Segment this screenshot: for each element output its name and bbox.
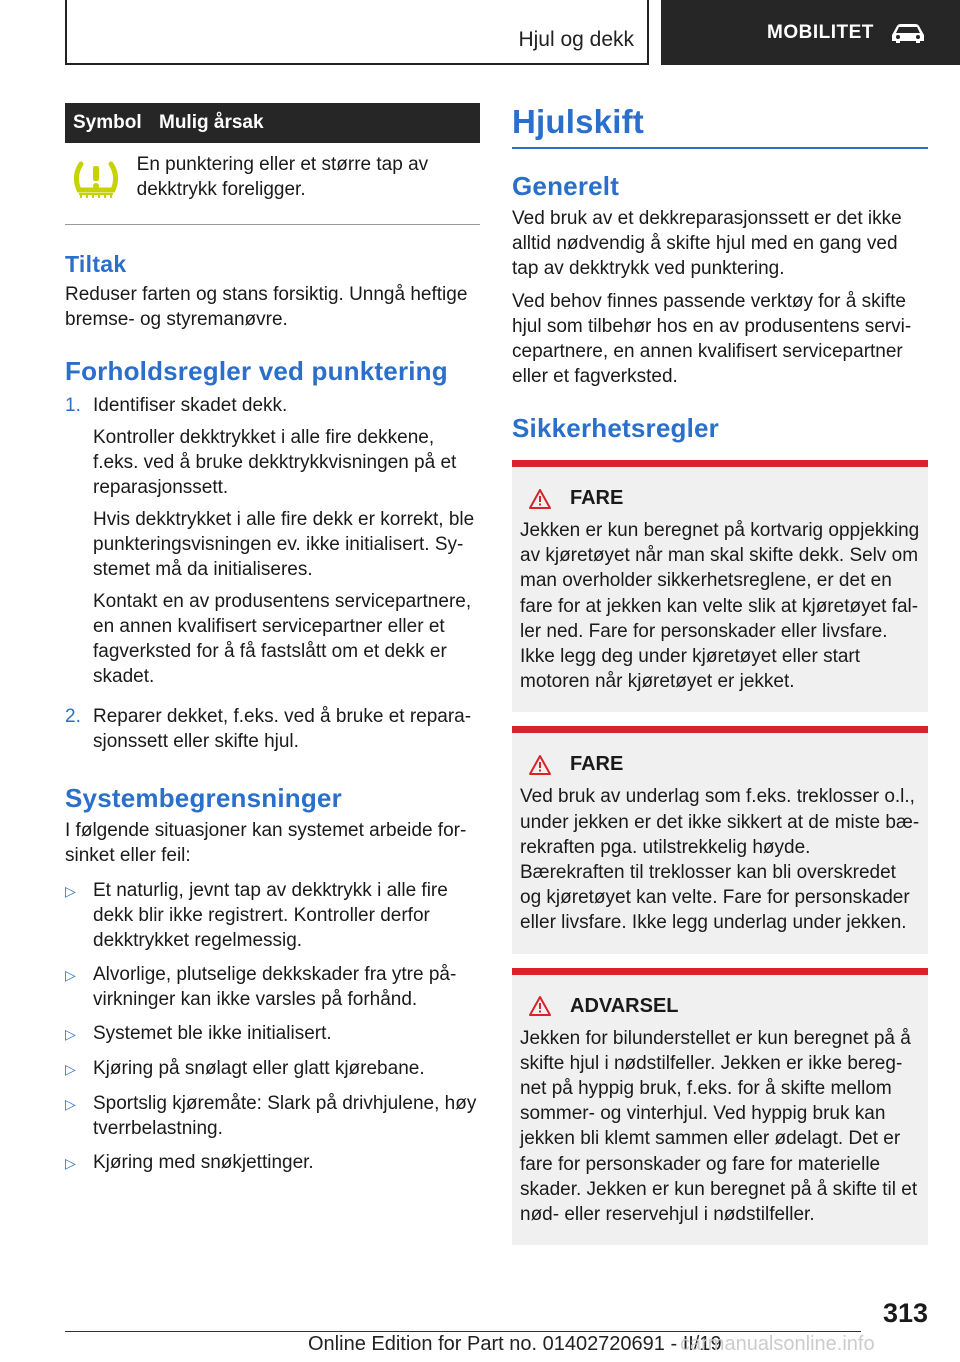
list-item: ▷ Alvorlige, plutselige dekkskader fra ytre påvirkninger kan ikke varsles på forhånd. (65, 964, 457, 1010)
list-item: ▷ Et naturlig, jevnt tap av dekktrykk i alle fire dekk blir ikke registrert. Kontroller derfor dekktrykket regelmessig. (65, 880, 448, 951)
triangle-bullet-icon: ▷ (65, 1096, 76, 1112)
header-chapter-label: MOBILITET (767, 21, 874, 43)
warning-text: Jekken er kun beregnet på kortvarig oppjekking av kjøretøyet når man skal skifte dekk. Selv om man overholder sikkerhetsreglene, er det en fare for at jekken kan velte slik at kjøretøyet faller ned. Fare for personskader eller livsfare. Ikke legg deg under kjøretøyet eller start motoren når kjøretøyet er jekket. (520, 520, 920, 693)
car-icon (888, 21, 928, 45)
system-heading: Systembegrensninger (65, 783, 342, 813)
table-row (65, 143, 480, 225)
list-item (65, 393, 480, 696)
list-item: ▷ Kjøring på snølagt eller glatt kjørebane. (65, 1056, 480, 1082)
forhold-heading: Forholdsregler ved punktering (65, 356, 448, 386)
tiltak-heading: Tiltak (65, 251, 127, 277)
header-rule (65, 63, 649, 65)
warning-text: Jekken for bilunderstellet er kun beregnet på å skifte hjul i nødstilfeller. Jekken er ikke beregnet på hyppig bruk, f.eks. for å skifte mellom sommer- og vinterhjul. Ved hyppig bruk kan jekken bli klemt sammen eller ødelagt. Det er fare for personskader og fare for materielle skader. Jekken er kun beregnet på å skifte til et nød- eller reservehjul i nødstilfeller. (520, 1027, 918, 1226)
tire-pressure-warning-icon (71, 158, 121, 200)
list-item: ▷ Kjøring med snøkjettinger. (65, 1150, 480, 1176)
right-column (512, 103, 928, 1245)
warning-box (512, 726, 928, 953)
header-border-left (65, 0, 67, 65)
generelt-text-2: Ved behov finnes passende verktøy for å skifte hjul som tilbehør hos en av produsentens servicepartnere, en annen kvalifisert servicepartner eller et fagverksted. (512, 291, 912, 387)
warning-title: FARE (570, 487, 624, 509)
forhold-steps (65, 393, 480, 761)
step-text: Reparer dekket, f.eks. ved å bruke et reparasjonssett eller skifte hjul. (93, 706, 472, 752)
step-text: Identifiser skadet dekk. (93, 395, 288, 416)
list-item: ▷ Systemet ble ikke initialisert. (65, 1021, 480, 1047)
table-cell-symbol (65, 152, 128, 202)
step-text: Kontakt en av produsentens servicepartnere, en annen kvalifisert servicepartner eller et fagverksted for å få fastslått om et dekk er skadet. (93, 591, 472, 687)
warning-title: ADVARSEL (570, 994, 679, 1017)
generelt-heading: Generelt (512, 171, 620, 201)
step-text: Kontroller dekktrykket i alle fire dekkene, f.eks. ved å bruke dekktrykkvisningen på et reparasjonssett. (93, 427, 457, 498)
list-item: ▷ Sportslig kjøremåte: Slark på drivhjulene, høy tverrbelastning. (65, 1093, 477, 1139)
warning-title: FARE (570, 753, 624, 776)
left-column (65, 103, 480, 1185)
triangle-bullet-icon: ▷ (65, 883, 76, 899)
warning-box (512, 968, 928, 1246)
sikkerhet-heading: Sikkerhetsregler (512, 413, 719, 443)
warning-triangle-icon (528, 488, 552, 510)
table-col-symbol: Symbol (73, 112, 142, 133)
footer-edition: Online Edition for Part no. 01402720691 - II/19 (308, 1333, 722, 1355)
header-section-title: Hjul og dekk (518, 28, 634, 51)
list-item (65, 704, 480, 761)
table-col-cause: Mulig årsak (159, 112, 264, 133)
warning-text: Ved bruk av underlag som f.eks. treklosser o.l., under jekken er det ikke sikkert at de miste bærekraften pga. utilstrekkelig høyde. Bærekraften til treklosser kan bli overskredet og kjøretøyet kan velte. Fare for personskader eller livsfare. Ikke legg underlag under jekken. (520, 786, 920, 934)
footer-rule (65, 1331, 861, 1332)
header-chapter-tab (661, 0, 960, 65)
system-intro: I følgende situasjoner kan systemet arbeide forsinket eller feil: (65, 820, 467, 866)
triangle-bullet-icon: ▷ (65, 1155, 76, 1171)
warning-triangle-icon (528, 995, 552, 1017)
step-number: 2. (65, 706, 81, 727)
system-list (65, 878, 480, 1176)
footer-watermark: carmanualsonline.info (680, 1333, 875, 1355)
tiltak-text: Reduser farten og stans forsiktig. Unngå heftige bremse- og styremanøvre. (65, 284, 468, 330)
warning-box (512, 460, 928, 712)
triangle-bullet-icon: ▷ (65, 1061, 76, 1077)
triangle-bullet-icon: ▷ (65, 1026, 76, 1042)
warning-triangle-icon (528, 754, 552, 776)
page-number: 313 (882, 1298, 928, 1328)
hjulskift-heading: Hjulskift (512, 103, 928, 149)
generelt-text-1: Ved bruk av et dekkreparasjonssett er det ikke alltid nødvendig å skifte hjul med en gang ved tap av dekktrykk ved punktering. (512, 208, 902, 279)
step-text: Hvis dekktrykket i alle fire dekk er korrekt, ble punkteringsvisningen ev. ikke initialisert. Systemet må da initialiseres. (93, 509, 475, 580)
header-border-right (647, 0, 649, 65)
triangle-bullet-icon: ▷ (65, 967, 76, 983)
table-cell-cause: En punktering eller et større tap av dekktrykk foreligger. (136, 154, 429, 200)
table-header (65, 103, 480, 143)
step-number: 1. (65, 395, 81, 416)
